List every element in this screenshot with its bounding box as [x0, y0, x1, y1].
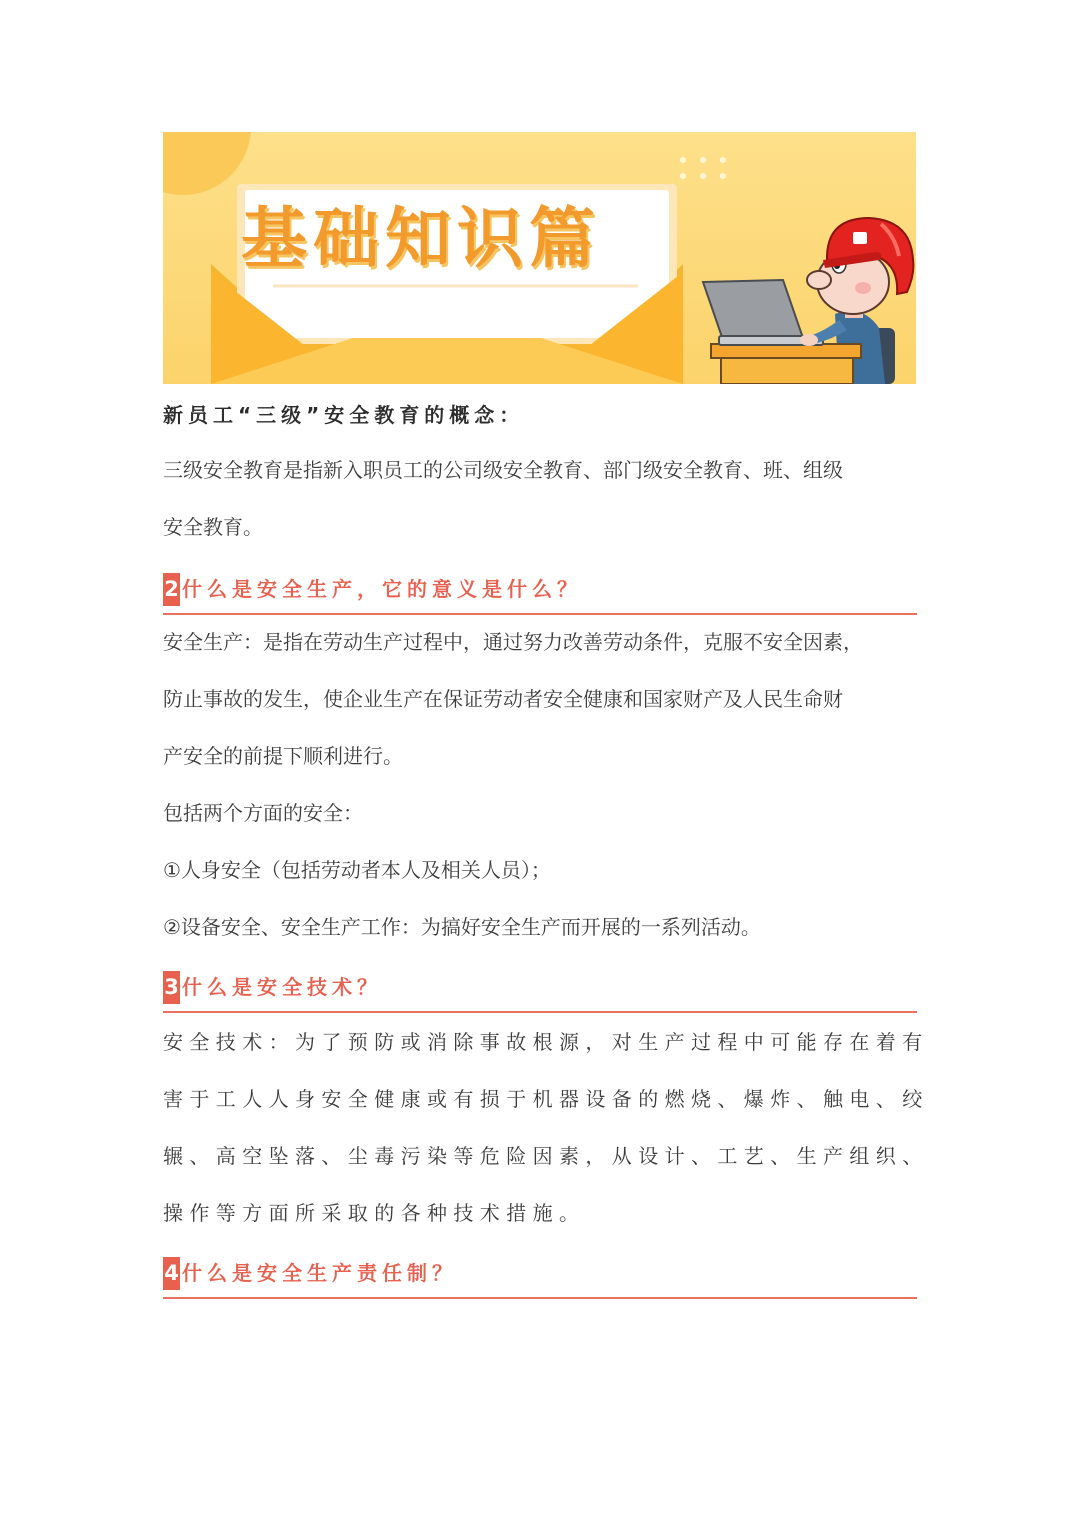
section-text-line: ①人身安全（包括劳动者本人及相关人员）；: [163, 858, 551, 882]
section-text-line: ②设备安全、安全生产工作：为搞好安全生产而开展的一系列活动。: [163, 915, 761, 939]
worker-cheek: [855, 282, 871, 294]
section-number: 3: [163, 971, 180, 1004]
section-heading: [163, 569, 917, 615]
worker-with-laptop-illustration: [703, 218, 913, 384]
section-heading: [163, 967, 917, 1013]
section-text-line: 包括两个方面的安全：: [163, 801, 363, 825]
section-text-line: 操作等方面所采取的各种技术措施。: [163, 1201, 586, 1225]
decor-dots: [680, 157, 726, 179]
section-text-line: 害于工人人身安全健康或有损于机器设备的燃烧、爆炸、触电、绞: [163, 1087, 929, 1111]
section-text-line: 安全生产：是指在劳动生产过程中，通过努力改善劳动条件，克服不安全因素，: [163, 630, 863, 654]
concept-title: 新员工“三级”安全教育的概念：: [163, 403, 525, 427]
decor-circle: [163, 132, 251, 195]
section-title: 什么是安全生产，它的意义是什么？: [182, 577, 582, 601]
banner: [163, 132, 916, 384]
helmet-badge: [853, 232, 867, 244]
section-text-line: 产安全的前提下顺利进行。: [163, 744, 403, 768]
section-text-line: 防止事故的发生，使企业生产在保证劳动者安全健康和国家财产及人民生命财: [163, 687, 843, 711]
banner-title: 基础知识篇: [241, 200, 601, 277]
desk-front: [721, 358, 853, 384]
section-heading: [163, 1253, 917, 1299]
worker-nose: [807, 271, 831, 289]
section-number: 4: [163, 1257, 180, 1290]
concept-text-line: 安全教育。: [163, 515, 263, 539]
section-text-line: 辗、高空坠落、尘毒污染等危险因素，从设计、工艺、生产组织、: [163, 1144, 929, 1168]
section-text-line: 安全技术：为了预防或消除事故根源，对生产过程中可能存在着有: [163, 1030, 929, 1054]
desk-top: [711, 344, 861, 358]
section-number: 2: [163, 573, 180, 606]
concept-text-line: 三级安全教育是指新入职员工的公司级安全教育、部门级安全教育、班、组级: [163, 458, 843, 482]
laptop-icon: [703, 280, 803, 340]
section-title: 什么是安全技术？: [182, 975, 382, 999]
section-title: 什么是安全生产责任制？: [182, 1261, 457, 1285]
worker-hand: [800, 334, 818, 346]
